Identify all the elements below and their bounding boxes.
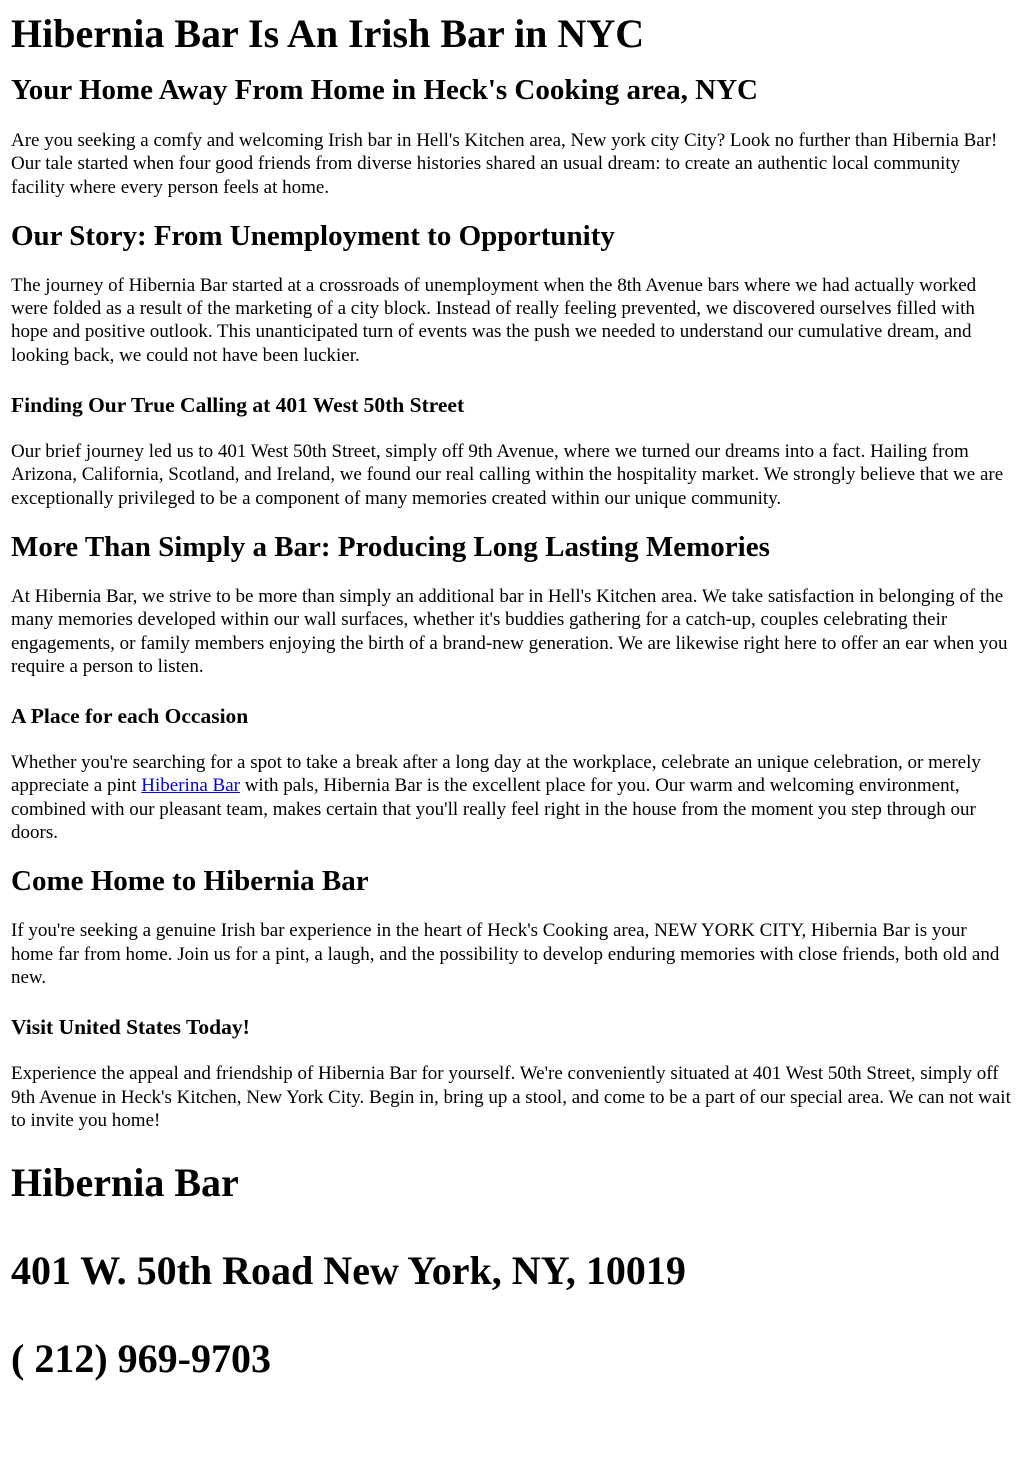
footer-phone: ( 212) 969-9703 xyxy=(11,1336,271,1382)
section-heading-home: Your Home Away From Home in Heck's Cooking area, NYC xyxy=(11,74,758,106)
section-paragraph-memories: At Hibernia Bar, we strive to be more than simply an additional bar in Hell's Kitchen area. We take satisfaction in belonging of the many memories developed within our wall surfaces, whether it's buddies gathering for a catch-up, couples celebrating their engagements, or family members enjoying the birth of a brand-new generation. We are likewise right here to offer an ear when you require a person to listen. xyxy=(11,585,1008,677)
section-heading-story: Our Story: From Unemployment to Opportunity xyxy=(11,219,615,252)
section-paragraph-home: Are you seeking a comfy and welcoming Irish bar in Hell's Kitchen area, New york city City? Look no further than Hibernia Bar! Our tale started when four good friends from diverse histories shared an usual dream: to create an authentic local community facility where every person feels at home. xyxy=(11,130,998,198)
footer-bar-name: Hibernia Bar xyxy=(11,1160,239,1206)
section-heading-visit: Visit United States Today! xyxy=(11,1015,250,1040)
section-heading-come-home: Come Home to Hibernia Bar xyxy=(11,865,369,898)
hiberina-bar-link[interactable]: Hiberina Bar xyxy=(141,775,240,797)
section-paragraph-come-home: If you're seeking a genuine Irish bar experience in the heart of Heck's Cooking area, NEW YORK CITY, Hibernia Bar is your home far from home. Join us for a pint, a laugh, and the possibility to develop enduring memories with close friends, both old and new. xyxy=(11,920,1000,988)
page-title: Hibernia Bar Is An Irish Bar in NYC xyxy=(11,11,645,56)
section-paragraph-story: The journey of Hibernia Bar started at a crossroads of unemployment when the 8th Avenue bars where we had actually worked were folded as a result of the marketing of a city block. Instead of really feeling prevented, we discovered ourselves filled with hope and positive outlook. This unanticipated turn of events was the push we needed to understand our cumulative dream, and looking back, we could not have been luckier. xyxy=(11,274,977,366)
section-paragraph-occasion xyxy=(11,751,1013,844)
occasion-text-before: Whether you're searching for a spot to take a break after a long day at the workplace, celebrate an unique celebration, or merely appreciate a pint xyxy=(11,752,981,797)
section-heading-memories: More Than Simply a Bar: Producing Long Lasting Memories xyxy=(11,530,770,563)
section-paragraph-visit: Experience the appeal and friendship of Hibernia Bar for yourself. We're conveniently situated at 401 West 50th Street, simply off 9th Avenue in Heck's Kitchen, New York City. Begin in, bring up a stool, and come to be a part of our special area. We can not wait to invite you home! xyxy=(11,1063,1011,1131)
section-paragraph-calling: Our brief journey led us to 401 West 50th Street, simply off 9th Avenue, where we turned our dreams into a fact. Hailing from Arizona, California, Scotland, and Ireland, we found our real calling within the hospitality market. We strongly believe that we are exceptionally privileged to be a component of many memories created within our unique community. xyxy=(11,441,1004,509)
page xyxy=(0,11,1024,1382)
section-heading-calling: Finding Our True Calling at 401 West 50th Street xyxy=(11,393,465,418)
section-heading-occasion: A Place for each Occasion xyxy=(11,704,249,729)
occasion-text-after: with pals, Hibernia Bar is the excellent place for you. Our warm and welcoming environment, combined with our pleasant team, makes certain that you'll really feel right in the house from the moment you step through our doors. xyxy=(11,775,976,844)
footer-address: 401 W. 50th Road New York, NY, 10019 xyxy=(11,1248,686,1294)
